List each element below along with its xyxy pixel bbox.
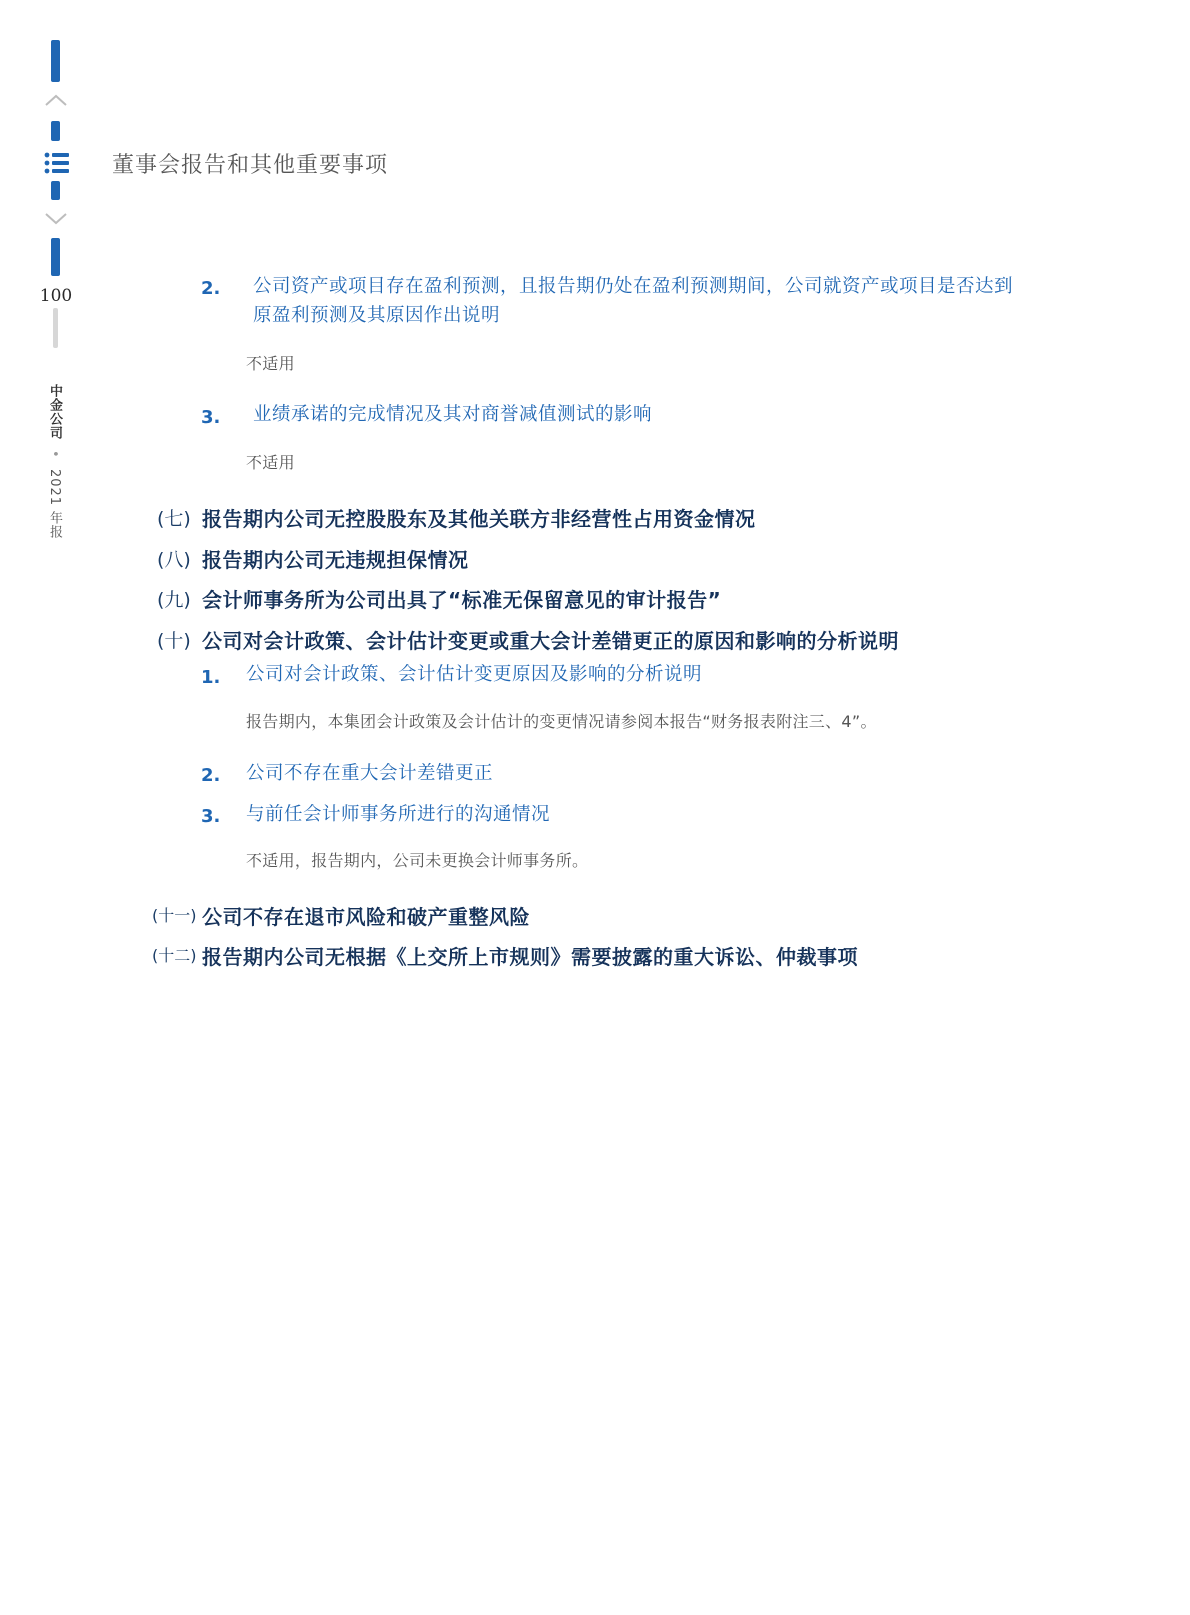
item-number: 1. bbox=[201, 667, 221, 688]
item-heading-line: 公司资产或项目存在盈利预测，且报告期仍处在盈利预测期间，公司就资产或项目是否达到 bbox=[253, 276, 1014, 297]
item-body: 不适用 bbox=[246, 354, 295, 373]
section-heading: 会计师事务所为公司出具了“标准无保留意见的审计报告” bbox=[202, 588, 722, 612]
brand-company: 中金公司 bbox=[47, 384, 62, 440]
item-heading: 与前任会计师事务所进行的沟通情况 bbox=[246, 804, 551, 825]
item-number: 3. bbox=[201, 407, 221, 428]
vertical-brand bbox=[48, 384, 61, 539]
page-number: 100 bbox=[39, 286, 73, 306]
brand-year-label: 2021 年报 bbox=[47, 468, 62, 540]
section-number: (七) bbox=[157, 508, 191, 530]
item-body: 不适用 bbox=[246, 453, 295, 472]
section-heading: 报告期内公司无根据《上交所上市规则》需要披露的重大诉讼、仲裁事项 bbox=[202, 945, 858, 969]
section-heading: 公司对会计政策、会计估计变更或重大会计差错更正的原因和影响的分析说明 bbox=[202, 629, 899, 653]
chevron-down-icon[interactable] bbox=[44, 212, 68, 226]
item-number: 2. bbox=[201, 765, 221, 786]
item-heading: 业绩承诺的完成情况及其对商誉减值测试的影响 bbox=[253, 404, 653, 425]
item-heading: 公司不存在重大会计差错更正 bbox=[246, 763, 494, 784]
brand-separator: • bbox=[47, 450, 62, 459]
section-heading: 报告期内公司无违规担保情况 bbox=[202, 548, 469, 572]
list-icon[interactable] bbox=[44, 151, 70, 175]
section-number: (十一) bbox=[152, 906, 197, 925]
section-number: (十二) bbox=[152, 946, 197, 965]
item-number: 2. bbox=[201, 278, 221, 299]
item-heading-line: 原盈利预测及其原因作出说明 bbox=[253, 305, 501, 326]
rail-bar-upper-mid bbox=[51, 121, 60, 141]
rail-bar-above-number bbox=[51, 238, 60, 276]
section-heading: 公司不存在退市风险和破产重整风险 bbox=[202, 905, 530, 929]
rail-bar-gray bbox=[53, 308, 58, 348]
section-heading: 报告期内公司无控股股东及其他关联方非经营性占用资金情况 bbox=[202, 507, 756, 531]
running-title: 董事会报告和其他重要事项 bbox=[112, 153, 389, 178]
item-body: 报告期内，本集团会计政策及会计估计的变更情况请参阅本报告“财务报表附注三、4”。 bbox=[246, 712, 877, 731]
chevron-up-icon[interactable] bbox=[44, 93, 68, 107]
section-number: (九) bbox=[157, 589, 191, 611]
rail-bar-top bbox=[51, 40, 60, 82]
item-number: 3. bbox=[201, 806, 221, 827]
section-number: (八) bbox=[157, 549, 191, 571]
rail-bar-lower-mid bbox=[51, 181, 60, 200]
item-body: 不适用，报告期内，公司未更换会计师事务所。 bbox=[246, 851, 589, 870]
item-heading: 公司对会计政策、会计估计变更原因及影响的分析说明 bbox=[246, 664, 703, 685]
section-number: (十) bbox=[157, 630, 191, 652]
